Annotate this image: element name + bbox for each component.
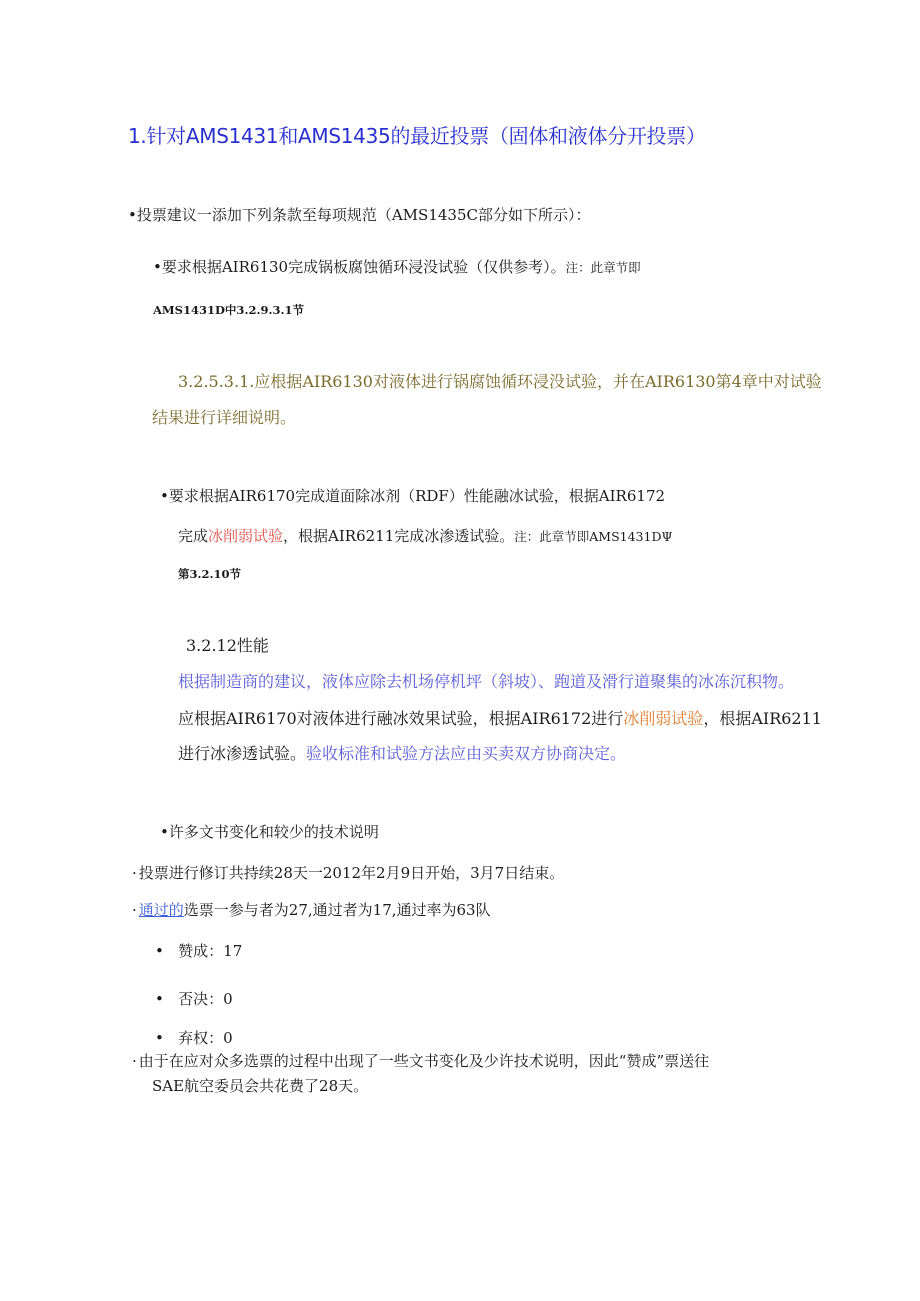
notes-b3-line1: 由于在应对众多选票的过程中出现了一些文书变化及少许技术说明，因此“赞成”票送往: [138, 1052, 710, 1070]
bullet-dot: •: [155, 942, 164, 960]
section-line3-a: 进行冰渗透试验。: [178, 744, 307, 763]
item1-note: 注：此章节即: [565, 260, 641, 275]
clause1-line1: 3.2.5.3.1.应根据AIR6130对液体进行锅腐蚀循环浸没试验，并在AIR6130第4章中对试验: [178, 372, 822, 391]
vote-abstain-text: 弃权：0: [178, 1029, 233, 1047]
item2-ref: 第3.2.10节: [178, 567, 242, 581]
section-line1: 根据制造商的建议，液体应除去机场停机坪（斜坡）、跑道及滑行道聚集的冰冻沉积物。: [178, 672, 795, 691]
bullet-dot: •: [155, 1029, 164, 1047]
item2-text-a: 完成: [178, 527, 209, 545]
notes-bullet-3: [132, 1050, 709, 1071]
notes-bullet-2: [132, 899, 491, 920]
passed-link[interactable]: 通过的: [138, 901, 184, 919]
vote-abstain: [155, 1027, 233, 1048]
item2-line2: [178, 525, 672, 546]
page-title: 1.针对AMS1431和AMS1435的最近投票（固体和液体分开投票）: [128, 124, 706, 148]
item1-main: •要求根据AIR6130完成锅板腐蚀循环浸没试验（仅供参考）。: [153, 258, 566, 276]
notes-line: •许多文书变化和较少的技术说明: [160, 823, 379, 841]
section-line3: [178, 741, 626, 764]
vote-for-text: 赞成：17: [178, 942, 243, 960]
item2-note: 注：此章节即AMS1431DΨ: [514, 529, 673, 544]
notes-b3-line2: SAE航空委员会共花费了28天。: [152, 1077, 369, 1095]
notes-b2-text: 选票一参与者为27,通过者为17,通过率为63队: [183, 901, 491, 919]
section-violet-text: 验收标准和试验方法应由买卖双方协商决定。: [306, 744, 627, 763]
item2-text-b: ，根据AIR6211完成冰渗透试验。: [283, 527, 515, 545]
vote-against: [155, 988, 233, 1009]
bullet-dot: •: [155, 990, 164, 1008]
intro-text: •投票建议一添加下列条款至每项规范（AMS1435C部分如下所示）：: [128, 206, 591, 224]
clause1-line2: 结果进行详细说明。: [152, 408, 297, 427]
section-line2: [178, 706, 822, 729]
notes-b1-text: 投票进行修订共持续28天一2012年2月9日开始，3月7日结束。: [138, 864, 565, 882]
vote-for: [155, 940, 242, 961]
section-line2-a: 应根据AIR6170对液体进行融冰效果试验，根据AIR6172进行: [178, 709, 624, 728]
notes-bullet-1: [132, 862, 564, 883]
bullet-dot: ·: [132, 1052, 137, 1070]
item2-red-text: 冰削弱试验: [208, 527, 284, 545]
section-orange-text: 冰削弱试验: [623, 709, 704, 728]
bullet-dot: ·: [132, 864, 137, 882]
bullet-dot: ·: [132, 901, 137, 919]
item1-line1: [153, 256, 641, 277]
vote-against-text: 否决：0: [178, 990, 233, 1008]
item2-line1: •要求根据AIR6170完成道面除冰剂（RDF）性能融冰试验，根据AIR6172: [160, 487, 666, 505]
item1-ref: AMS1431D中3.2.9.3.1节: [153, 303, 304, 317]
section-heading: 3.2.12性能: [186, 636, 269, 655]
section-line2-b: ，根据AIR6211: [703, 709, 822, 728]
